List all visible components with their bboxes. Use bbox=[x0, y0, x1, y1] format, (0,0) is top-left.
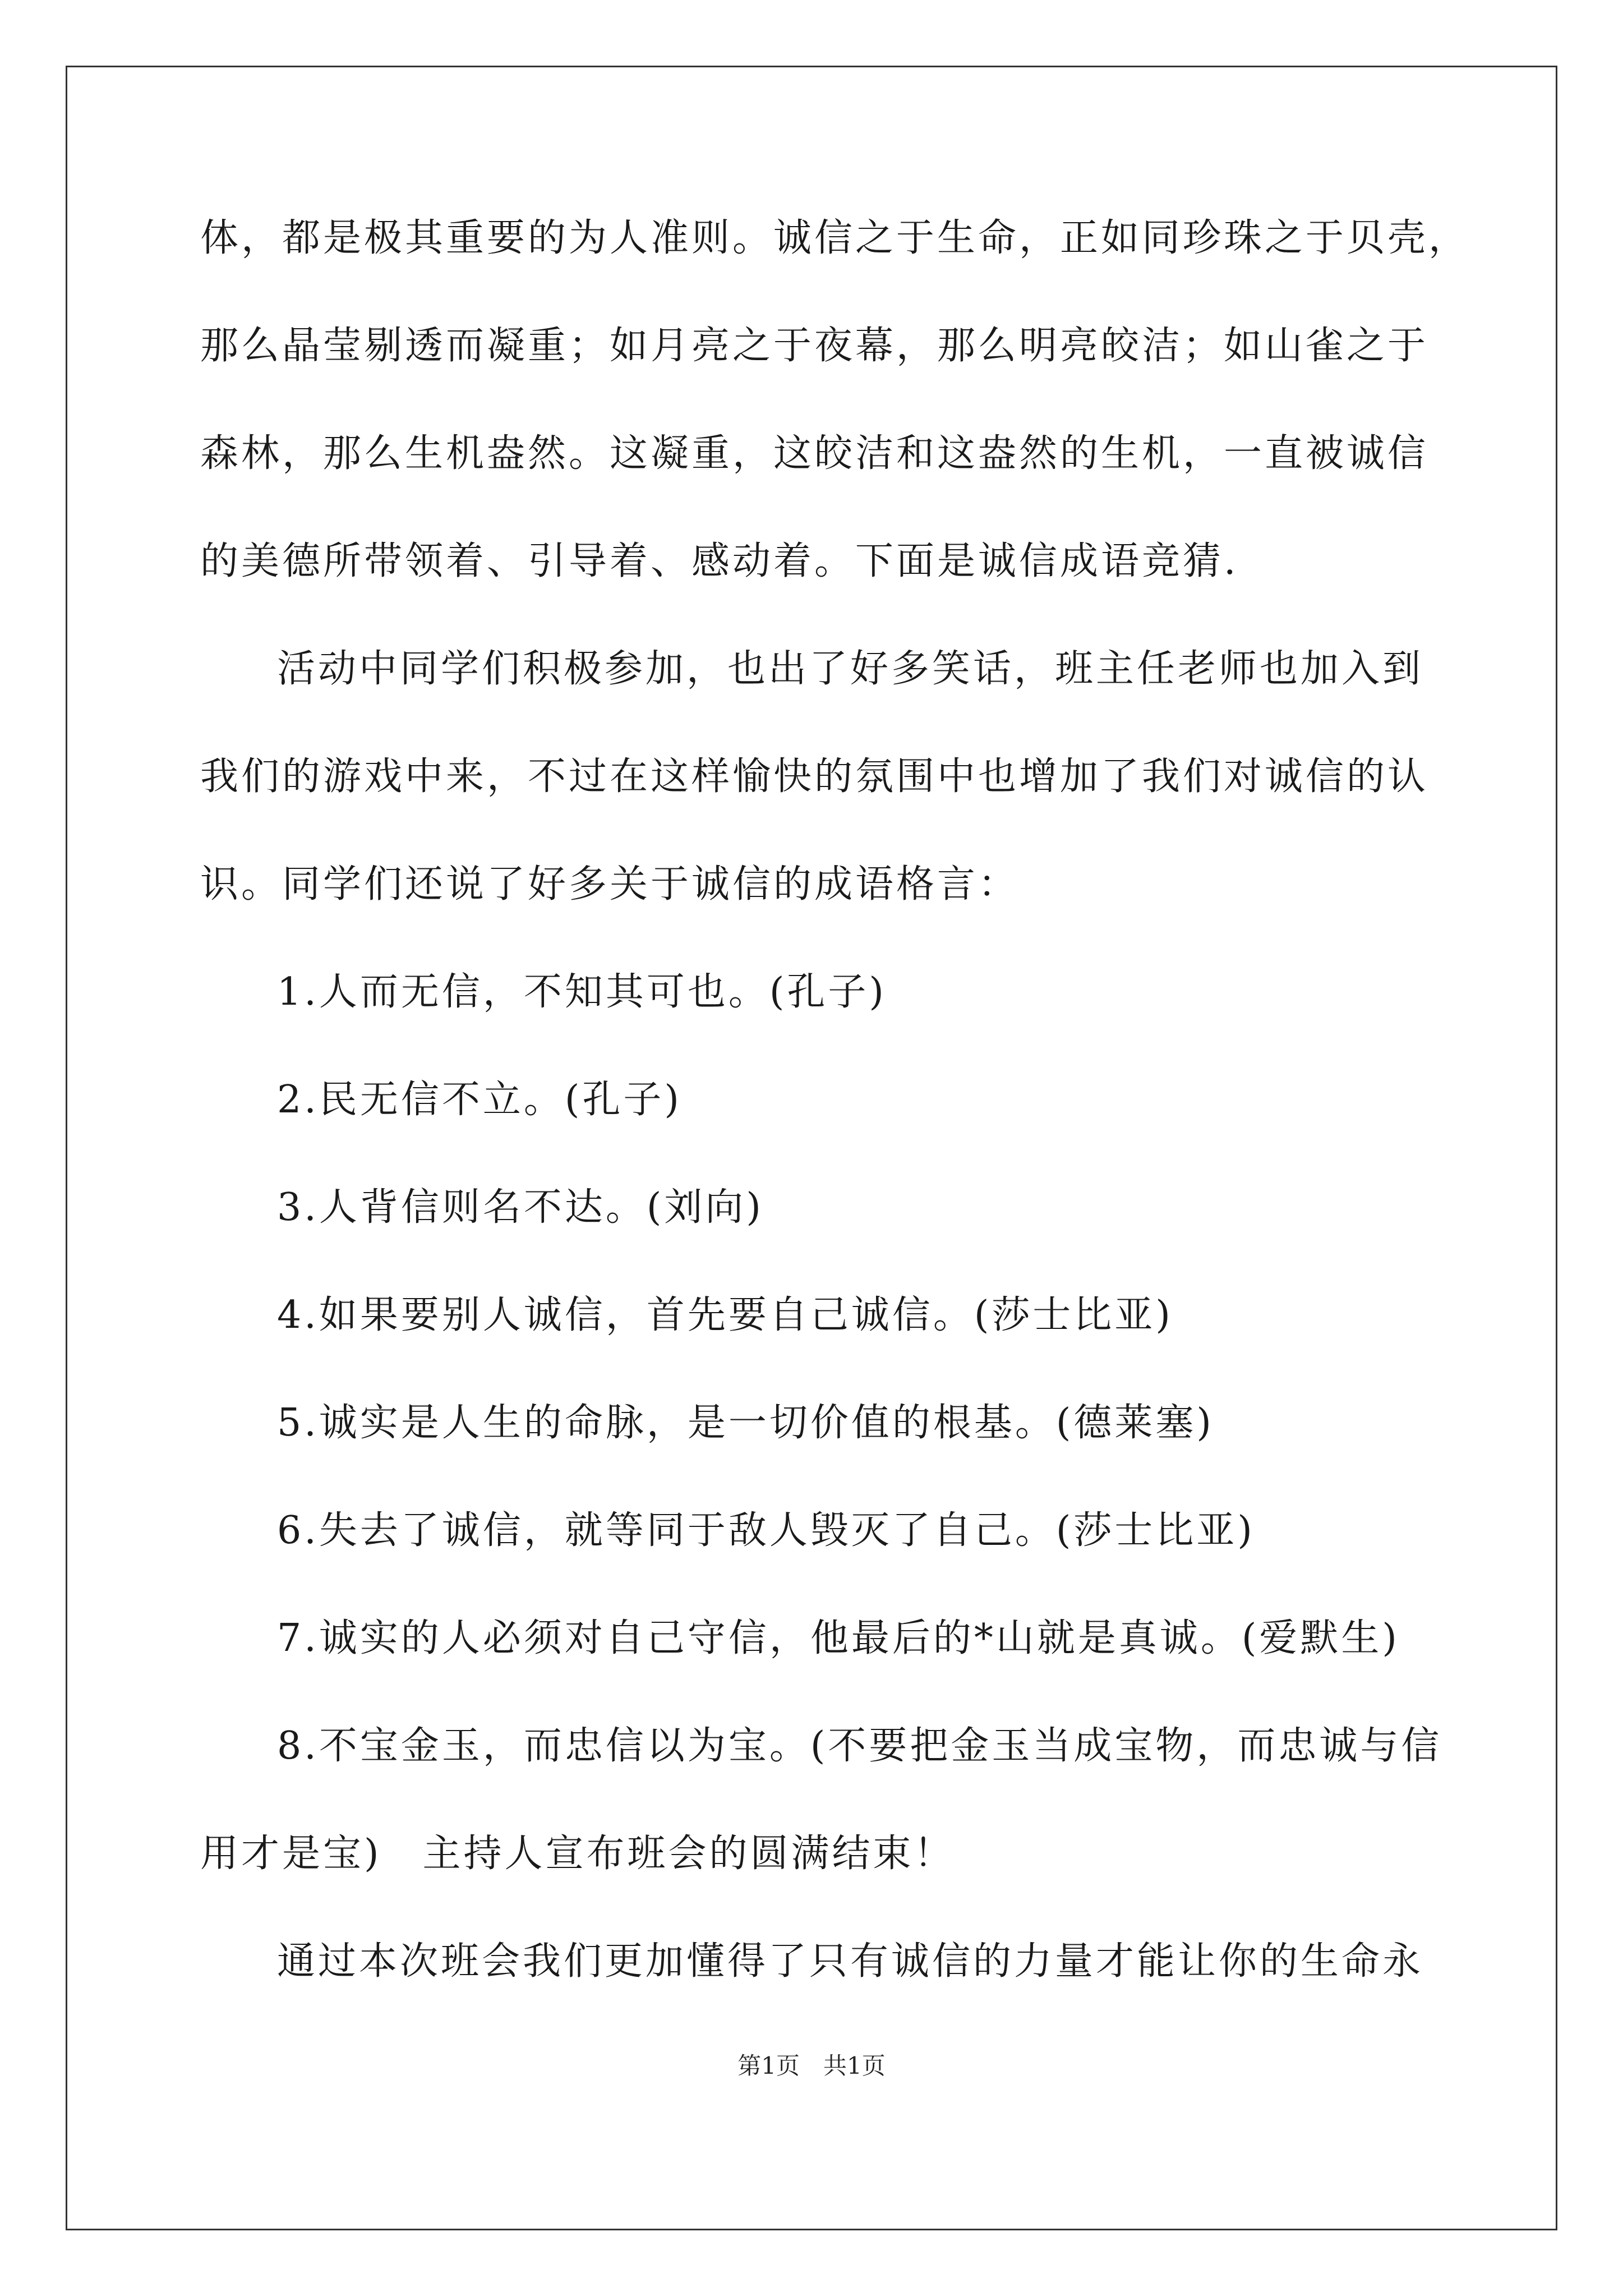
quote-item-1: 1.人而无信，不知其可也。(孔子) bbox=[277, 970, 887, 1014]
document-body bbox=[200, 216, 1470, 2047]
text-line-1: 体，都是极其重要的为人准则。诚信之于生命，正如同珍珠之于贝壳， bbox=[200, 216, 1470, 260]
quote-item-5: 5.诚实是人生的命脉，是一切价值的根基。(德莱塞) bbox=[277, 1401, 1214, 1445]
quote-item-4: 4.如果要别人诚信，首先要自己诚信。(莎士比亚) bbox=[277, 1293, 1173, 1337]
text-line-6: 我们的游戏中来，不过在这样愉快的氛围中也增加了我们对诚信的认 bbox=[200, 754, 1429, 799]
quote-item-7: 7.诚实的人必须对自己守信，他最后的*山就是真诚。(爱默生) bbox=[277, 1616, 1400, 1660]
quote-item-8: 8.不宝金玉，而忠信以为宝。(不要把金玉当成宝物，而忠诚与信 bbox=[277, 1724, 1442, 1768]
quote-item-2: 2.民无信不立。(孔子) bbox=[277, 1078, 682, 1122]
text-line-2: 那么晶莹剔透而凝重；如月亮之于夜幕，那么明亮皎洁；如山雀之于 bbox=[200, 324, 1429, 368]
text-line-5: 活动中同学们积极参加，也出了好多笑话，班主任老师也加入到 bbox=[277, 647, 1424, 691]
text-line-17: 通过本次班会我们更加懂得了只有诚信的力量才能让你的生命永 bbox=[277, 1939, 1424, 1984]
text-line-4: 的美德所带领着、引导着、感动着。下面是诚信成语竞猜. bbox=[200, 539, 1239, 583]
quote-item-6: 6.失去了诚信，就等同于敌人毁灭了自己。(莎士比亚) bbox=[277, 1508, 1255, 1553]
text-line-3: 森林，那么生机盎然。这凝重，这皎洁和这盎然的生机，一直被诚信 bbox=[200, 431, 1429, 476]
text-line-16: 用才是宝) 主持人宣布班会的圆满结束！ bbox=[200, 1832, 955, 1876]
quote-item-3: 3.人背信则名不达。(刘向) bbox=[277, 1185, 764, 1230]
text-line-7: 识。同学们还说了好多关于诚信的成语格言： bbox=[200, 862, 1020, 907]
page-number-footer: 第1页 共1页 bbox=[737, 2052, 886, 2079]
